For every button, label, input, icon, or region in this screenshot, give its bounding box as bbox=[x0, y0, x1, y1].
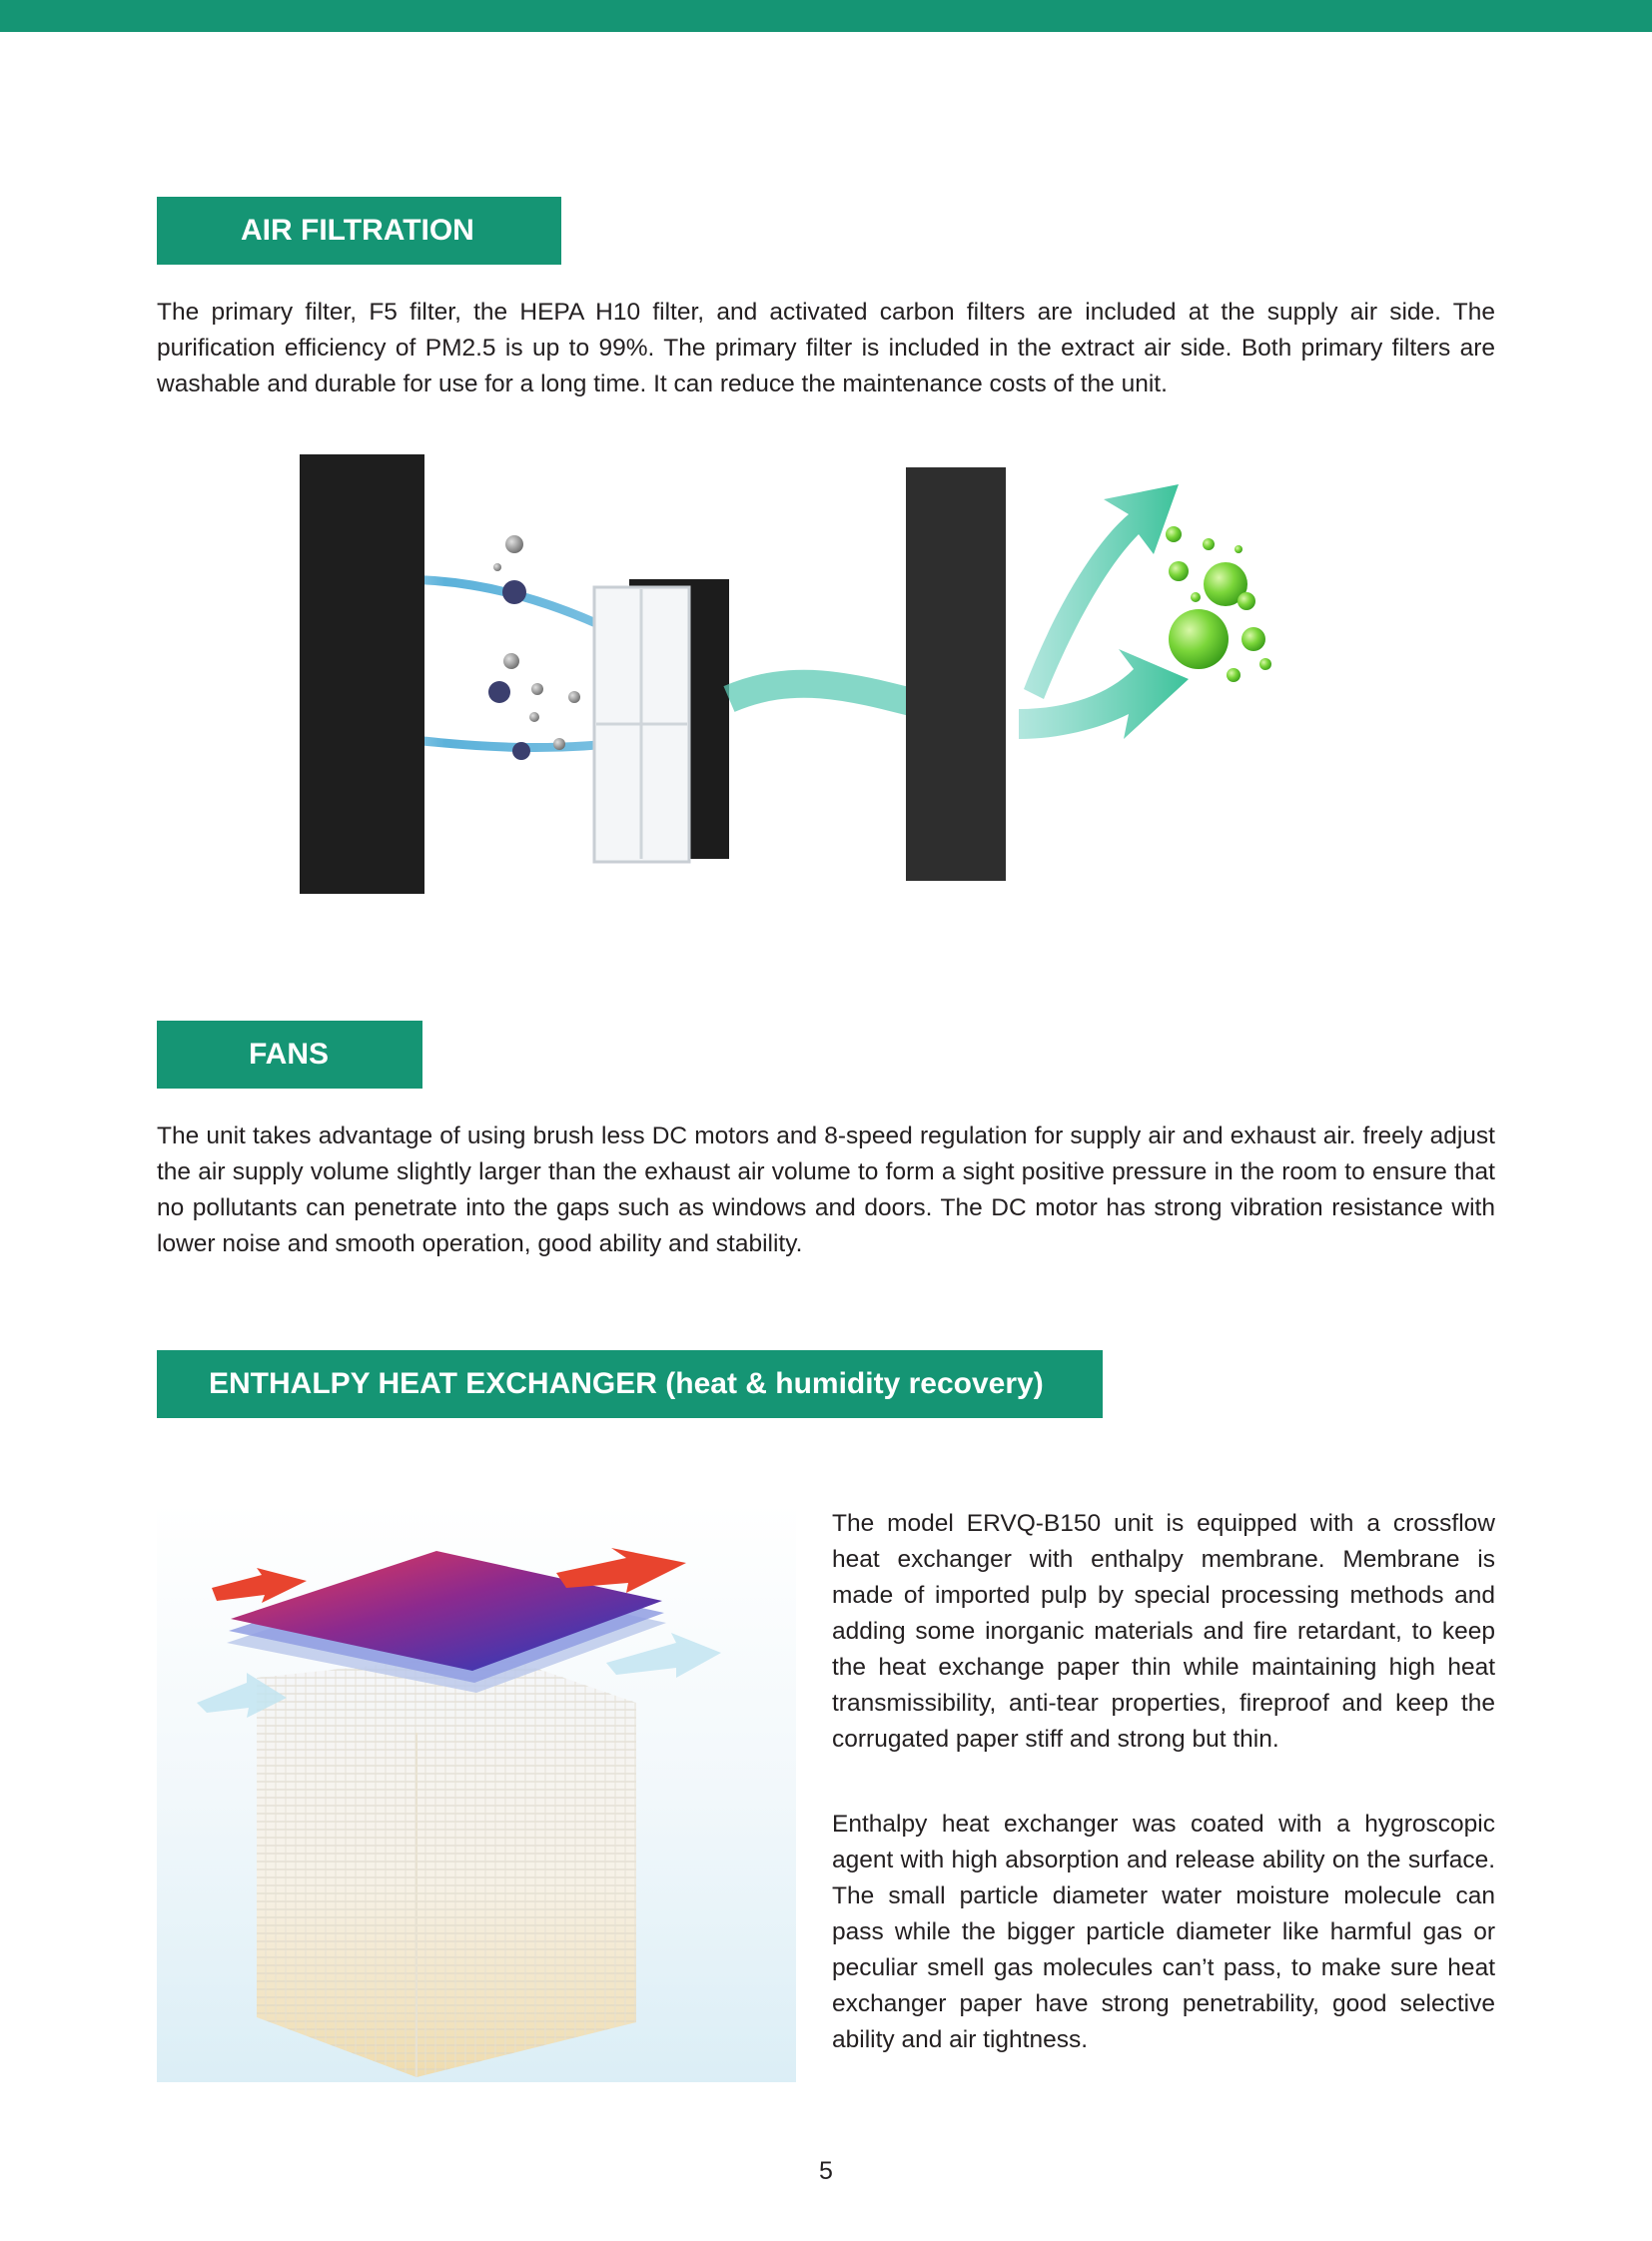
filtration-illustration bbox=[300, 439, 1358, 909]
virus-particle-icon bbox=[488, 681, 510, 703]
enthalpy-title: ENTHALPY HEAT EXCHANGER (heat & humidity recovery) bbox=[209, 1367, 1044, 1400]
activated-carbon-filter bbox=[300, 454, 424, 894]
fans-heading bbox=[157, 1021, 422, 1089]
air-filtration-title: AIR FILTRATION bbox=[241, 214, 474, 247]
enthalpy-text-2: Enthalpy heat exchanger was coated with a hygroscopic agent with high absorption and release ability on the surface. The small particle diameter water moisture molecule can pass while the bigger particle diameter like harmful gas or peculiar smell gas molecules can’t pass, to make sure heat exchanger paper have strong penetrability, good selective ability and air tightness. bbox=[832, 1811, 1495, 2053]
page-number: 5 bbox=[819, 2157, 833, 2185]
air-filtration-text: The primary filter, F5 filter, the HEPA H10 filter, and activated carbon filters are included at the supply air side. The purification efficiency of PM2.5 is up to 99%. The primary filter is included in the extract air side. Both primary filters are washable and durable for use for a long time. It can reduce the maintenance costs of the unit. bbox=[157, 299, 1495, 397]
virus-particle-icon bbox=[502, 580, 526, 604]
virus-particle-icon bbox=[512, 742, 530, 760]
air-filtration-heading bbox=[157, 197, 561, 265]
fans-text: The unit takes advantage of using brush less DC motors and 8-speed regulation for supply air and exhaust air. freely adjust the air supply volume slightly larger than the exhaust air volume to form a sight positive pressure in the room to ensure that no pollutants can penetrate into the gaps such as windows and doors. The DC motor has strong vibration resistance with lower noise and smooth operation, good ability and stability. bbox=[157, 1122, 1495, 1257]
heat-exchanger-illustration bbox=[157, 1503, 796, 2082]
enthalpy-heading bbox=[157, 1350, 1103, 1418]
top-accent-bar bbox=[0, 0, 1652, 32]
fans-title: FANS bbox=[249, 1038, 330, 1071]
enthalpy-text-1: The model ERVQ-B150 unit is equipped with a crossflow heat exchanger with enthalpy membrane. Membrane is made of imported pulp by special processing methods and adding some inorganic materials and fire retardant, to keep the heat exchange paper thin while maintaining high heat transmissibility, anti-tear properties, fireproof and keep the corrugated paper stiff and strong but thin. bbox=[832, 1510, 1495, 1753]
